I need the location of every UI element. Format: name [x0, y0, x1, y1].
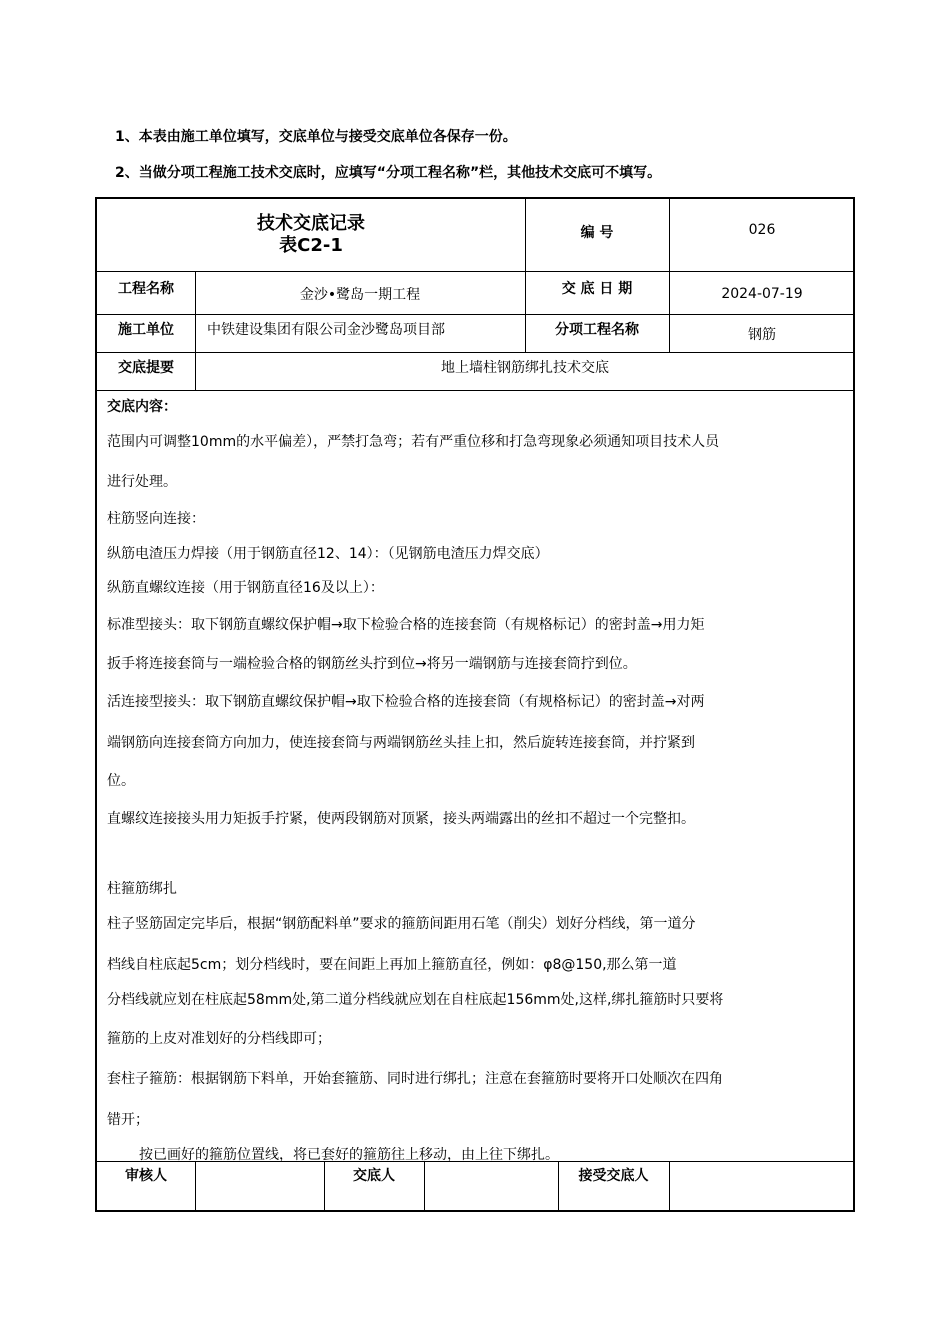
disclosure-date-label: 交 底 日 期 — [561, 281, 633, 297]
content-line: 扳手将连接套筒与一端检验合格的钢筋丝头拧到位→将另一端钢筋与连接套筒拧到位。 — [107, 656, 637, 672]
form-code: 表C2-1 — [279, 235, 343, 256]
discloser-label: 交底人 — [353, 1168, 395, 1184]
reviewer-signature-field[interactable] — [195, 1161, 324, 1212]
content-line: 箍筋的上皮对准划好的分档线即可； — [107, 1031, 331, 1047]
row-divider — [97, 390, 853, 391]
content-line: 端钢筋向连接套筒方向加力，使连接套筒与两端钢筋丝头挂上扣，然后旋转连接套筒，并拧紧到 — [107, 735, 695, 751]
form-title-text: 技术交底记录 — [257, 213, 365, 234]
content-line: 标准型接头：取下钢筋直螺纹保护帽→取下检验合格的连接套筒（有规格标记）的密封盖→用力矩 — [107, 617, 705, 633]
content-line: 直螺纹连接接头用力矩扳手拧紧，使两段钢筋对顶紧，接头两端露出的丝扣不超过一个完整扣。 — [107, 811, 695, 827]
number-label: 编 号 — [580, 225, 614, 241]
content-line: 进行处理。 — [107, 474, 177, 490]
disclosure-record-form — [95, 197, 855, 1212]
content-line: 活连接型接头：取下钢筋直螺纹保护帽→取下检验合格的连接套筒（有规格标记）的密封盖→对两 — [107, 694, 705, 710]
number-value: 026 — [748, 222, 776, 238]
content-line: 分档线就应划在柱底起58mm处,第二道分档线就应划在自柱底起156mm处,这样,绑扎箍筋时只要将 — [107, 992, 724, 1008]
content-line: 柱筋竖向连接： — [107, 511, 205, 527]
instruction-note-2: 2、当做分项工程施工技术交底时，应填写“分项工程名称”栏，其他技术交底可不填写。 — [115, 165, 662, 181]
content-line: 纵筋直螺纹连接（用于钢筋直径16及以上）： — [107, 580, 384, 596]
content-line: 错开； — [107, 1112, 149, 1128]
content-line: 套柱子箍筋：根据钢筋下料单，开始套箍筋、同时进行绑扎；注意在套箍筋时要将开口处顺次在四角 — [107, 1071, 723, 1087]
disclosure-date-value: 2024-07-19 — [721, 286, 803, 302]
summary-label: 交底提要 — [118, 360, 174, 376]
content-line: 纵筋电渣压力焊接（用于钢筋直径12、14）：（见钢筋电渣压力焊交底） — [107, 546, 549, 562]
discloser-signature-field[interactable] — [424, 1161, 558, 1212]
content-line: 范围内可调整10mm的水平偏差），严禁打急弯；若有严重位移和打急弯现象必须通知项目技术人员 — [107, 434, 720, 450]
content-line: 按已画好的箍筋位置线，将已套好的箍筋往上移动，由上往下绑扎。 — [139, 1147, 559, 1163]
reviewer-label: 审核人 — [125, 1168, 167, 1184]
content-line: 档线自柱底起5cm；划分档线时，要在间距上再加上箍筋直径，例如：φ8@150,那么第一道 — [107, 957, 677, 973]
content-line: 位。 — [107, 773, 135, 789]
content-heading: 交底内容： — [107, 399, 177, 415]
instruction-note-1: 1、本表由施工单位填写，交底单位与接受交底单位各保存一份。 — [115, 129, 517, 145]
receiver-signature-field[interactable] — [669, 1161, 855, 1212]
contractor-value: 中铁建设集团有限公司金沙鹭岛项目部 — [207, 322, 445, 338]
summary-value: 地上墙柱钢筋绑扎技术交底 — [441, 360, 609, 376]
project-name-value: 金沙•鹭岛一期工程 — [299, 287, 421, 303]
subitem-name-value: 钢筋 — [748, 327, 776, 343]
subitem-name-label: 分项工程名称 — [555, 322, 639, 338]
content-line: 柱子竖筋固定完毕后，根据“钢筋配料单”要求的箍筋间距用石笔（削尖）划好分档线，第一道分 — [107, 916, 696, 932]
content-line: 柱箍筋绑扎 — [107, 881, 177, 897]
form-title — [97, 199, 525, 271]
contractor-label: 施工单位 — [118, 322, 174, 338]
project-name-label: 工程名称 — [118, 281, 174, 297]
receiver-label: 接受交底人 — [578, 1168, 649, 1184]
